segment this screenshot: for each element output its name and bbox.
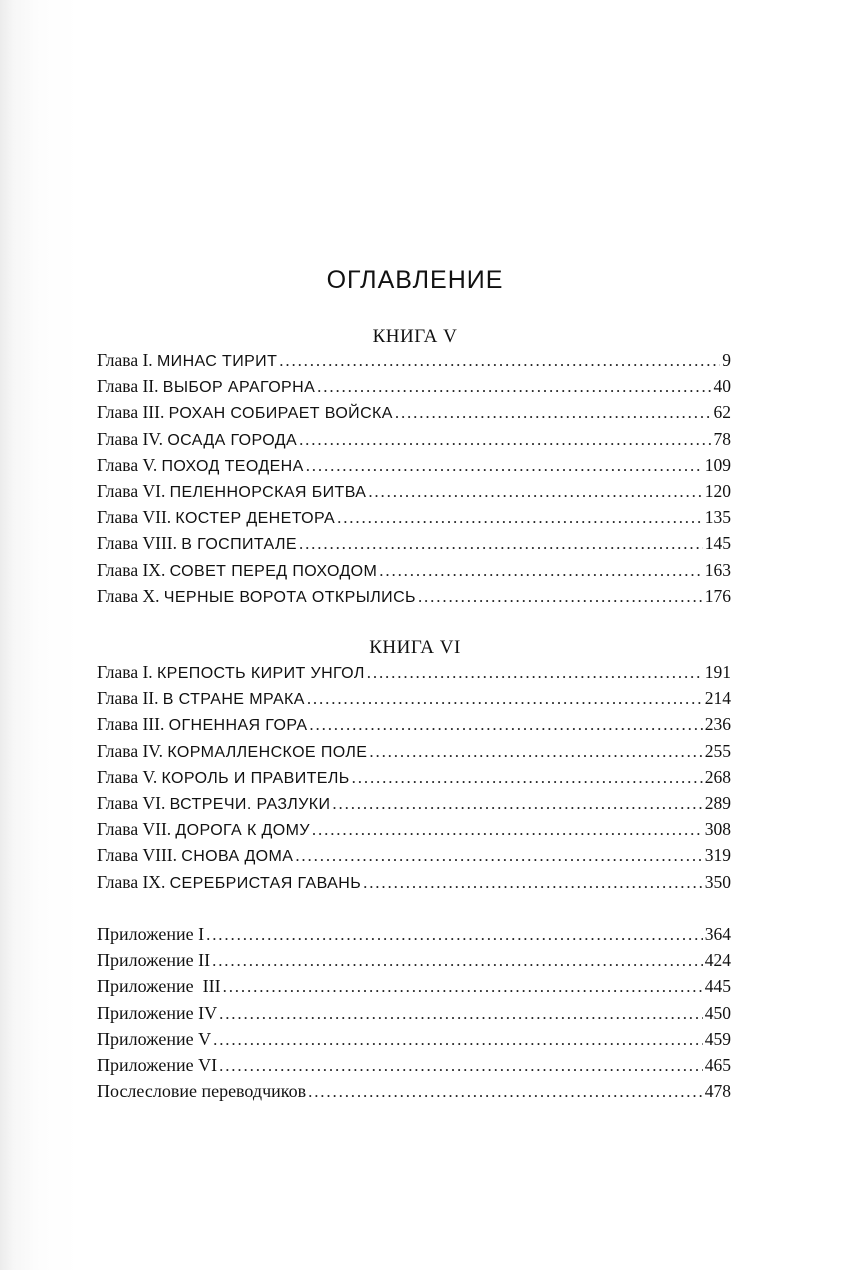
toc-entry-label bbox=[97, 560, 377, 581]
page-number: 308 bbox=[704, 819, 731, 840]
toc-entry bbox=[97, 1081, 731, 1107]
page-number: 319 bbox=[704, 845, 731, 866]
chapter-name: КОРМАЛЛЕНСКОЕ ПОЛЕ bbox=[167, 743, 368, 761]
chapter-name: КОРОЛЬ И ПРАВИТЕЛЬ bbox=[161, 769, 350, 787]
toc-entry-label bbox=[97, 793, 330, 814]
toc-entry bbox=[97, 507, 731, 533]
appendix-label: Послесловие переводчиков bbox=[97, 1081, 307, 1102]
page-number: 109 bbox=[704, 454, 731, 475]
page-number: 364 bbox=[704, 924, 731, 944]
chapter-prefix: Глава II. bbox=[97, 688, 159, 709]
toc-entry-label bbox=[97, 455, 304, 476]
page-number: 120 bbox=[704, 480, 731, 501]
appendix-label: Приложение II bbox=[97, 950, 211, 971]
chapter-prefix: Глава VIII. bbox=[97, 845, 177, 866]
page-number: 214 bbox=[704, 688, 731, 709]
chapter-name: В ГОСПИТАЛЕ bbox=[181, 536, 297, 554]
toc-entry-label bbox=[97, 714, 307, 735]
toc-entry-label bbox=[97, 533, 297, 554]
chapter-name: ПЕЛЕННОРСКАЯ БИТВА bbox=[169, 483, 367, 501]
dot-leader bbox=[299, 430, 711, 450]
toc-entry-label bbox=[97, 429, 297, 450]
dot-leader bbox=[206, 925, 703, 945]
chapter-prefix: Глава VI. bbox=[97, 480, 166, 501]
page-number: 289 bbox=[704, 792, 731, 813]
toc-entry-label bbox=[97, 767, 350, 788]
toc-entry-label bbox=[97, 845, 293, 866]
toc-entry bbox=[97, 586, 731, 612]
page-number: 78 bbox=[713, 428, 731, 449]
toc-entry bbox=[97, 767, 731, 793]
chapter-name: СЕРЕБРИСТАЯ ГАВАНЬ bbox=[169, 874, 362, 892]
chapter-name: РОХАН СОБИРАЕТ ВОЙСКА bbox=[168, 405, 393, 423]
page-number: 465 bbox=[704, 1054, 731, 1075]
toc-entry bbox=[97, 976, 731, 1002]
chapter-name: В СТРАНЕ МРАКА bbox=[162, 691, 305, 709]
toc-entry bbox=[97, 924, 731, 950]
dot-leader bbox=[219, 1004, 703, 1024]
appendix-label: Приложение I bbox=[97, 924, 205, 944]
page-number: 135 bbox=[704, 507, 731, 528]
chapter-name: ДОРОГА К ДОМУ bbox=[175, 822, 310, 840]
toc-entry bbox=[97, 481, 731, 507]
chapter-prefix: Глава VI. bbox=[97, 792, 166, 813]
dot-leader bbox=[369, 742, 702, 762]
toc-entry bbox=[97, 662, 731, 688]
toc-entry bbox=[97, 376, 731, 402]
chapter-prefix: Глава X. bbox=[97, 585, 160, 606]
toc-entry-label bbox=[97, 402, 393, 423]
page-title: ОГЛАВЛЕНИЕ bbox=[326, 266, 504, 294]
dot-leader bbox=[306, 456, 703, 476]
dot-leader bbox=[367, 663, 703, 683]
toc-entry bbox=[97, 1029, 731, 1055]
page-number: 268 bbox=[704, 766, 731, 787]
chapter-name: СОВЕТ ПЕРЕД ПОХОДОМ bbox=[169, 562, 378, 580]
book-vi-title: КНИГА VI bbox=[369, 637, 461, 658]
chapter-name: ВЫБОР АРАГОРНА bbox=[162, 379, 316, 397]
toc-entry bbox=[97, 793, 731, 819]
toc-entry-label bbox=[97, 741, 367, 762]
dot-leader bbox=[212, 951, 703, 971]
chapter-prefix: Глава I. bbox=[97, 662, 153, 682]
page-number: 236 bbox=[704, 714, 731, 735]
toc-entry bbox=[97, 819, 731, 845]
chapter-name: КРЕПОСТЬ КИРИТ УНГОЛ bbox=[156, 665, 365, 682]
appendix-list bbox=[97, 924, 731, 1107]
book-v-chapter-list bbox=[97, 350, 731, 612]
dot-leader bbox=[213, 1030, 703, 1050]
chapter-name: ОГНЕННАЯ ГОРА bbox=[168, 717, 308, 735]
chapter-name: ОСАДА ГОРОДА bbox=[167, 431, 298, 449]
toc-entry bbox=[97, 1003, 731, 1029]
page-number: 62 bbox=[713, 402, 731, 423]
appendix-label: Приложение IV bbox=[97, 1002, 218, 1023]
page-number: 450 bbox=[704, 1002, 731, 1023]
toc-entry bbox=[97, 741, 731, 767]
dot-leader bbox=[418, 587, 703, 607]
toc-entry-label bbox=[97, 350, 277, 371]
toc-entry bbox=[97, 455, 731, 481]
chapter-name: ВСТРЕЧИ. РАЗЛУКИ bbox=[169, 795, 331, 813]
book-vi-chapter-list bbox=[97, 662, 731, 898]
toc-entry-label bbox=[97, 872, 361, 893]
page-number: 459 bbox=[704, 1028, 731, 1049]
appendix-label: Приложение VI bbox=[97, 1054, 218, 1075]
chapter-prefix: Глава IX. bbox=[97, 871, 166, 892]
toc-entry-label bbox=[97, 481, 366, 502]
toc-entry-label bbox=[97, 507, 335, 528]
chapter-name: ПОХОД ТЕОДЕНА bbox=[161, 457, 304, 475]
book-v-title: КНИГА V bbox=[372, 326, 458, 347]
dot-leader bbox=[379, 561, 702, 581]
dot-leader bbox=[299, 534, 703, 554]
dot-leader bbox=[363, 873, 703, 893]
chapter-prefix: Глава V. bbox=[97, 454, 158, 475]
chapter-prefix: Глава IV. bbox=[97, 740, 164, 761]
page-number: 478 bbox=[704, 1081, 731, 1102]
chapter-prefix: Глава III. bbox=[97, 714, 165, 735]
chapter-prefix: Глава I. bbox=[97, 350, 153, 370]
page-number: 9 bbox=[722, 350, 731, 370]
toc-entry bbox=[97, 845, 731, 871]
chapter-prefix: Глава V. bbox=[97, 766, 158, 787]
chapter-name: МИНАС ТИРИТ bbox=[156, 353, 278, 370]
toc-entry bbox=[97, 688, 731, 714]
dot-leader bbox=[317, 377, 711, 397]
dot-leader bbox=[352, 768, 703, 788]
chapter-name: КОСТЕР ДЕНЕТОРА bbox=[175, 510, 336, 528]
chapter-prefix: Глава III. bbox=[97, 402, 165, 423]
toc-entry bbox=[97, 714, 731, 740]
toc-entry bbox=[97, 350, 731, 376]
toc-entry-label bbox=[97, 819, 310, 840]
toc-entry bbox=[97, 950, 731, 976]
dot-leader bbox=[307, 689, 703, 709]
toc-entry-label bbox=[97, 688, 305, 709]
page-number: 255 bbox=[704, 740, 731, 761]
page-number: 191 bbox=[704, 662, 731, 682]
toc-entry-label bbox=[97, 662, 365, 683]
appendix-label: Приложение III bbox=[97, 976, 221, 997]
toc-entry-label bbox=[97, 376, 315, 397]
dot-leader bbox=[295, 846, 702, 866]
toc-entry bbox=[97, 1055, 731, 1081]
page-number: 424 bbox=[704, 950, 731, 971]
dot-leader bbox=[309, 715, 702, 735]
toc-entry bbox=[97, 560, 731, 586]
page-number: 176 bbox=[704, 585, 731, 606]
chapter-prefix: Глава IV. bbox=[97, 428, 164, 449]
dot-leader bbox=[312, 820, 703, 840]
dot-leader bbox=[337, 508, 703, 528]
chapter-prefix: Глава II. bbox=[97, 376, 159, 397]
page-number: 40 bbox=[713, 376, 731, 397]
toc-entry bbox=[97, 872, 731, 898]
dot-leader bbox=[223, 977, 703, 997]
chapter-name: ЧЕРНЫЕ ВОРОТА ОТКРЫЛИСЬ bbox=[163, 588, 416, 606]
toc-entry bbox=[97, 429, 731, 455]
dot-leader bbox=[308, 1082, 703, 1102]
chapter-name: СНОВА ДОМА bbox=[181, 848, 294, 866]
toc-entry bbox=[97, 533, 731, 559]
toc-entry-label bbox=[97, 586, 416, 607]
dot-leader bbox=[279, 351, 720, 371]
dot-leader bbox=[332, 794, 702, 814]
dot-leader bbox=[219, 1056, 703, 1076]
chapter-prefix: Глава VII. bbox=[97, 819, 172, 840]
chapter-prefix: Глава IX. bbox=[97, 559, 166, 580]
dot-leader bbox=[368, 482, 702, 502]
appendix-label: Приложение V bbox=[97, 1028, 212, 1049]
page-number: 163 bbox=[704, 559, 731, 580]
dot-leader bbox=[395, 403, 712, 423]
chapter-prefix: Глава VIII. bbox=[97, 533, 177, 554]
toc-entry bbox=[97, 402, 731, 428]
chapter-prefix: Глава VII. bbox=[97, 507, 172, 528]
page-number: 350 bbox=[704, 871, 731, 892]
page-number: 445 bbox=[704, 976, 731, 997]
page-number: 145 bbox=[704, 533, 731, 554]
